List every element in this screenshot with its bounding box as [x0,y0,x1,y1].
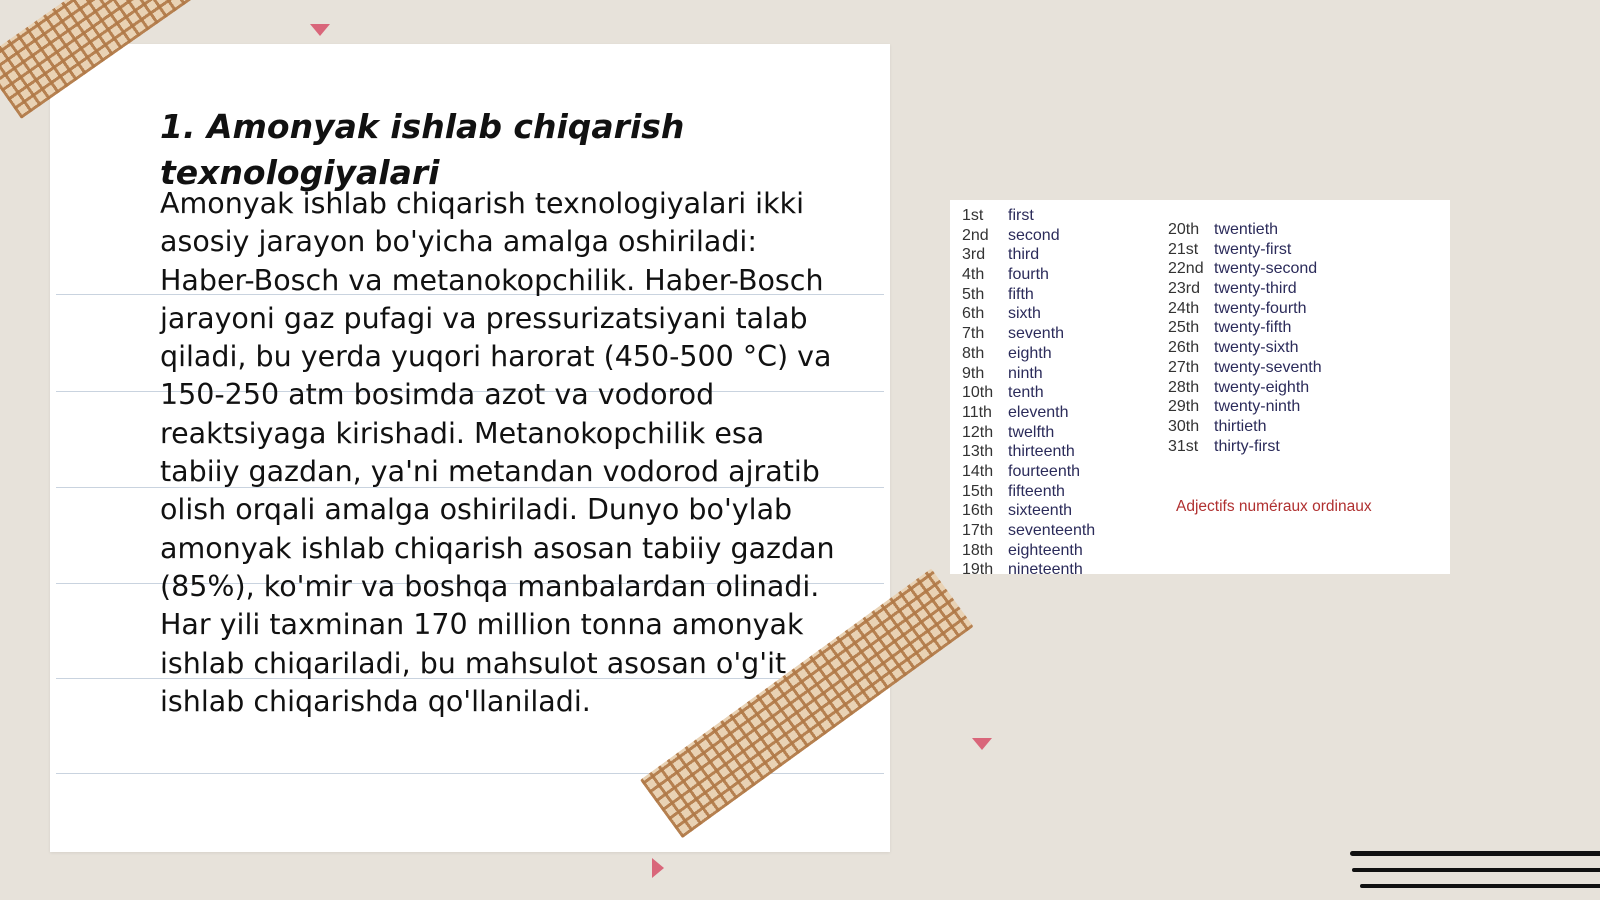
ordinal-word: first [1008,207,1034,224]
ordinals-caption: Adjectifs numéraux ordinaux [1176,498,1372,515]
ordinal-word: twenty-third [1214,280,1297,298]
ordinals-right-column [1168,220,1322,456]
ordinal-number: 16th [962,502,994,520]
ordinal-row [962,560,1095,574]
ordinal-word: second [1008,226,1060,244]
ordinal-number: 4th [962,266,985,284]
ordinal-number: 14th [962,462,994,480]
ordinal-number: 11th [962,403,992,421]
ordinal-number: 9th [962,364,985,382]
ordinal-row [962,383,1095,403]
ordinal-row [962,304,1095,324]
ordinal-number: 20th [1168,221,1200,238]
decorative-stroke [1350,851,1600,856]
pin-icon [652,858,664,878]
ordinal-number: 6th [962,305,985,323]
ordinal-row [1168,318,1322,338]
ordinal-row [1168,220,1322,240]
ordinal-row [962,344,1095,364]
ordinal-number: 2nd [962,226,989,244]
ordinal-word: fifteenth [1008,482,1065,500]
ordinal-word: thirty-first [1214,437,1280,455]
ordinal-word: eighteenth [1008,541,1083,559]
ordinal-word: nineteenth [1008,561,1083,574]
ordinal-number: 24th [1168,299,1200,317]
ordinal-word: ninth [1008,364,1043,382]
ordinal-number: 12th [962,423,994,441]
ordinal-word: twenty-ninth [1214,398,1301,416]
ordinal-word: seventeenth [1008,522,1096,539]
ordinal-row [1168,397,1322,417]
ordinal-row [962,521,1095,541]
ordinal-word: fourth [1008,266,1049,284]
ordinal-row [962,423,1095,443]
ordinal-row [962,482,1095,502]
ordinal-word: twelfth [1008,423,1055,441]
ordinal-number: 13th [962,443,994,461]
ordinal-row [962,206,1095,226]
ordinal-row [962,462,1095,482]
ordinal-row [1168,358,1322,378]
slide-heading: 1. Amonyak ishlab chiqarish texnologiyalari [160,107,685,192]
ordinal-word: sixteenth [1008,502,1073,520]
ordinal-number: 27th [1168,358,1200,376]
ordinal-number: 5th [962,285,985,303]
ordinal-word: seventh [1008,325,1065,343]
ordinal-word: twenty-first [1214,240,1292,258]
ordinal-number: 19th [962,561,994,574]
ordinal-number: 30th [1168,417,1200,435]
ordinals-image [950,200,1450,574]
ordinal-word: twenty-eighth [1214,378,1310,396]
ordinal-row [1168,279,1322,299]
ordinal-row [962,541,1095,561]
ordinal-word: twenty-seventh [1214,358,1322,376]
ordinal-row [962,265,1095,285]
ordinal-number: 21st [1168,240,1199,258]
ordinals-left-column [962,206,1095,574]
ordinal-number: 22nd [1168,260,1204,278]
pin-icon [972,738,992,750]
ordinal-word: eleventh [1008,403,1069,421]
ordinal-row [1168,437,1322,457]
ordinal-word: tenth [1008,384,1044,402]
ordinal-row [962,285,1095,305]
ordinal-row [1168,299,1322,319]
ordinal-row [962,403,1095,423]
ordinal-number: 15th [962,482,994,500]
ordinal-word: twenty-fourth [1214,299,1307,317]
ordinal-word: fourteenth [1008,462,1081,480]
ordinal-word: sixth [1008,305,1041,323]
ordinal-number: 7th [962,325,985,343]
ordinal-number: 17th [962,522,994,539]
pin-icon [310,24,330,36]
ordinal-row [962,245,1095,265]
decorative-stroke [1352,868,1600,872]
ordinal-word: twenty-second [1214,260,1318,278]
ordinal-word: twenty-sixth [1214,339,1299,357]
ordinal-row [962,324,1095,344]
ordinal-row [962,501,1095,521]
ordinal-number: 23rd [1168,280,1201,298]
ordinal-number: 10th [962,384,994,402]
ordinal-row [1168,417,1322,437]
ordinal-number: 18th [962,541,994,559]
ordinal-number: 26th [1168,339,1200,357]
ordinal-row [1168,259,1322,279]
ordinal-row [1168,240,1322,260]
ordinal-number: 28th [1168,378,1200,396]
ordinal-number: 3rd [962,246,986,264]
ordinal-row [962,442,1095,462]
ordinal-word: twentieth [1214,221,1279,238]
ordinal-word: thirteenth [1008,443,1075,461]
ordinal-word: thirtieth [1214,417,1267,435]
decorative-stroke [1360,884,1600,888]
ordinal-word: twenty-fifth [1214,319,1292,337]
ordinal-row [1168,378,1322,398]
ordinal-word: eighth [1008,344,1052,362]
ordinal-number: 1st [962,207,984,224]
ordinal-number: 25th [1168,319,1200,337]
ordinal-row [962,364,1095,384]
slide-body-text: Amonyak ishlab chiqarish texnologiyalari ikki asosiy jarayon bo'yicha amalga oshiriladi: Haber-Bosch va metanokopchilik. Haber-Bosch jarayoni gaz pufagi va pressurizatsiyani talab qiladi, bu yerda yuqori harorat (450-500 °C) va 150-250 atm bosimda azot va vodorod reaktsiyaga kirishadi. Metanokopchilik esa tabiiy gazdan, ya'ni metandan vodorod ajratib olish orqali amalga oshiriladi. Dunyo bo'ylab amonyak ishlab chiqarish asosan tabiiy gazdan (85%), ko'mir va boshqa manbalardan olinadi. Har yili taxminan 170 million tonna amonyak ishlab chiqariladi, bu mahsulot asosan o'g'it ishlab chiqarishda qo'llaniladi. [160,187,835,718]
ordinal-word: third [1008,246,1040,264]
ordinal-row [1168,338,1322,358]
ordinal-word: fifth [1008,285,1034,303]
ordinal-number: 31st [1168,437,1199,455]
ordinal-number: 29th [1168,398,1200,416]
ordinal-row [962,226,1095,246]
ordinal-number: 8th [962,344,985,362]
